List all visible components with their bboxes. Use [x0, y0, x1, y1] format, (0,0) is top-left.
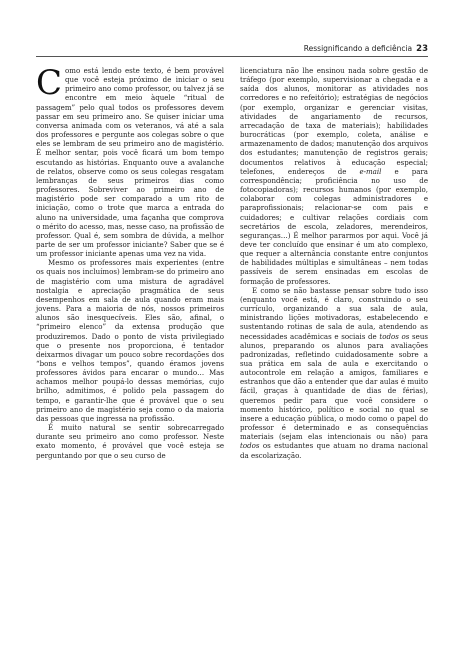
text-run: E como se não bastasse pensar sobre tudo isso (enquanto você está, é claro, construindo o seu currículo, organizando a sua sala de aula, ministrando lições motivadoras, estabelecendo e sustentando rotinas de sala de aula, atendendo as necessidades acadêmicas e sociais de — [240, 285, 428, 341]
paragraph-1 — [36, 63, 224, 259]
italic-run: todos — [240, 441, 260, 451]
header-rule — [36, 56, 428, 57]
italic-run: todos os — [379, 331, 410, 341]
text-run: seus alunos, preparando os alunos para avaliações padronizadas, refletindo cuidadosamente sobre a sua prática em sala de aula e exercitando o autocontrole em relação a amigos, familiares e estranhos que dão a entender que dar aulas é muito fácil, graças à quantidade de dias de férias), queremos pedir para que você considere o momento histórico, político e social no qual se insere a educação pública, o modo como o papel do professor é determinado e as consequências materiais (sejam elas intencionais ou não) para — [240, 331, 428, 442]
drop-cap: C — [36, 63, 63, 103]
paragraph-3: É muito natural se sentir sobrecarregado durante seu primeiro ano como professor. Neste exato momento, é provável que você esteja se perguntando por que o seu curso de — [36, 423, 224, 460]
running-header — [258, 44, 428, 54]
paragraph-1-text: omo está lendo este texto, é bem provável que você esteja próximo de iniciar o seu primeiro ano como professor, ou talvez já se encontre em meio àquele “ritual de passagem” pelo qual todos os professores devem passar em seu primeiro ano. Se quiser iniciar uma conversa animada com os veteranos, vá até a sala dos professores e pergunte aos colegas sobre o que eles se lembram de seu primeiro ano de magistério. É melhor sentar, pois você ficará um bom tempo escutando as histórias. Enquanto ouve a avalanche de relatos, observe como os seus colegas resgatam lembranças de seus primeiros dias como professores. Sobreviver ao primeiro ano de magistério pode ser comparado a um rito de iniciação, como o trote que marca a entrada do aluno na universidade, uma façanha que comprova o mérito do acesso, mas, nesse caso, na profissão de professor. Qual é, sem sombra de dúvida, a melhor parte de ser um professor iniciante? Saber que se é um professor iniciante apenas uma vez na vida. — [36, 66, 224, 259]
paragraph-2: Mesmo os professores mais experientes (entre os quais nos incluímos) lembram-se do primeiro ano de magistério com uma mistura de agradável nostalgia e apreciação pragmática de seus desempenhos em sala de aula quando eram mais jovens. Para a maioria de nós, nossos primeiros alunos são inesquecíveis. Eles são, afinal, o “primeiro elenco” da extensa produção que produziremos. Dado o ponto de vista privilegiado que o presente nos proporciona, é tentador deixarmos divagar um pouco sobre recordações dos “bons e velhos tempos”, quando éramos jovens professores ávidos para encarar o mundo… Mas achamos melhor poupá-lo dessas memórias, cujo brilho, admitimos, é polido pela passagem do tempo, e garantir-lhe que é provável que o seu primeiro ano de magistério seja como o da maioria das pessoas que ingressa na profissão. — [36, 258, 224, 423]
page-number: 23 — [416, 44, 428, 54]
text-run: licenciatura não lhe ensinou nada sobre gestão de tráfego (por exemplo, supervisionar a chegada e a saída dos alunos, monitorar as atividades nos corredores e no refeitório); estratégias de negócios (por exemplo, organizar e gerenciar visitas, atividades de angariamento de recursos, arrecadação de taxa de materiais); habilidades burocráticas (por exemplo, coleta, análise e armazenamento de dados; manutenção dos arquivos dos estudantes; manutenção de registros gerais; documentos relativos à educação especial; telefones, endereços de — [240, 66, 428, 176]
paragraph-3-continued — [240, 66, 428, 286]
text-run: os estudantes que atuam no drama nacional da escolarização. — [240, 441, 428, 460]
italic-run: e-mail — [359, 166, 382, 176]
right-column — [240, 66, 428, 460]
text-run: e para correspondência; proficiência no uso de fotocopiadoras); recursos humanos (por exemplo, colaborar com colegas administradores e paraprofissionais; relacionar-se com pais e cuidadores; e cultivar relações cordiais com secretários de escola, zeladores, merendeiros, seguranças…) É melhor pararmos por aqui. Você já deve ter concluído que ensinar é um ato complexo, que requer a alternância constante entre conjuntos de habilidades múltiplas e simultâneas – nem todas passíveis de serem ensinadas em escolas de formação de professores. — [240, 166, 428, 286]
left-column — [36, 63, 224, 460]
running-title: Ressignificando a deficiência — [303, 44, 413, 53]
paragraph-4 — [240, 286, 428, 460]
